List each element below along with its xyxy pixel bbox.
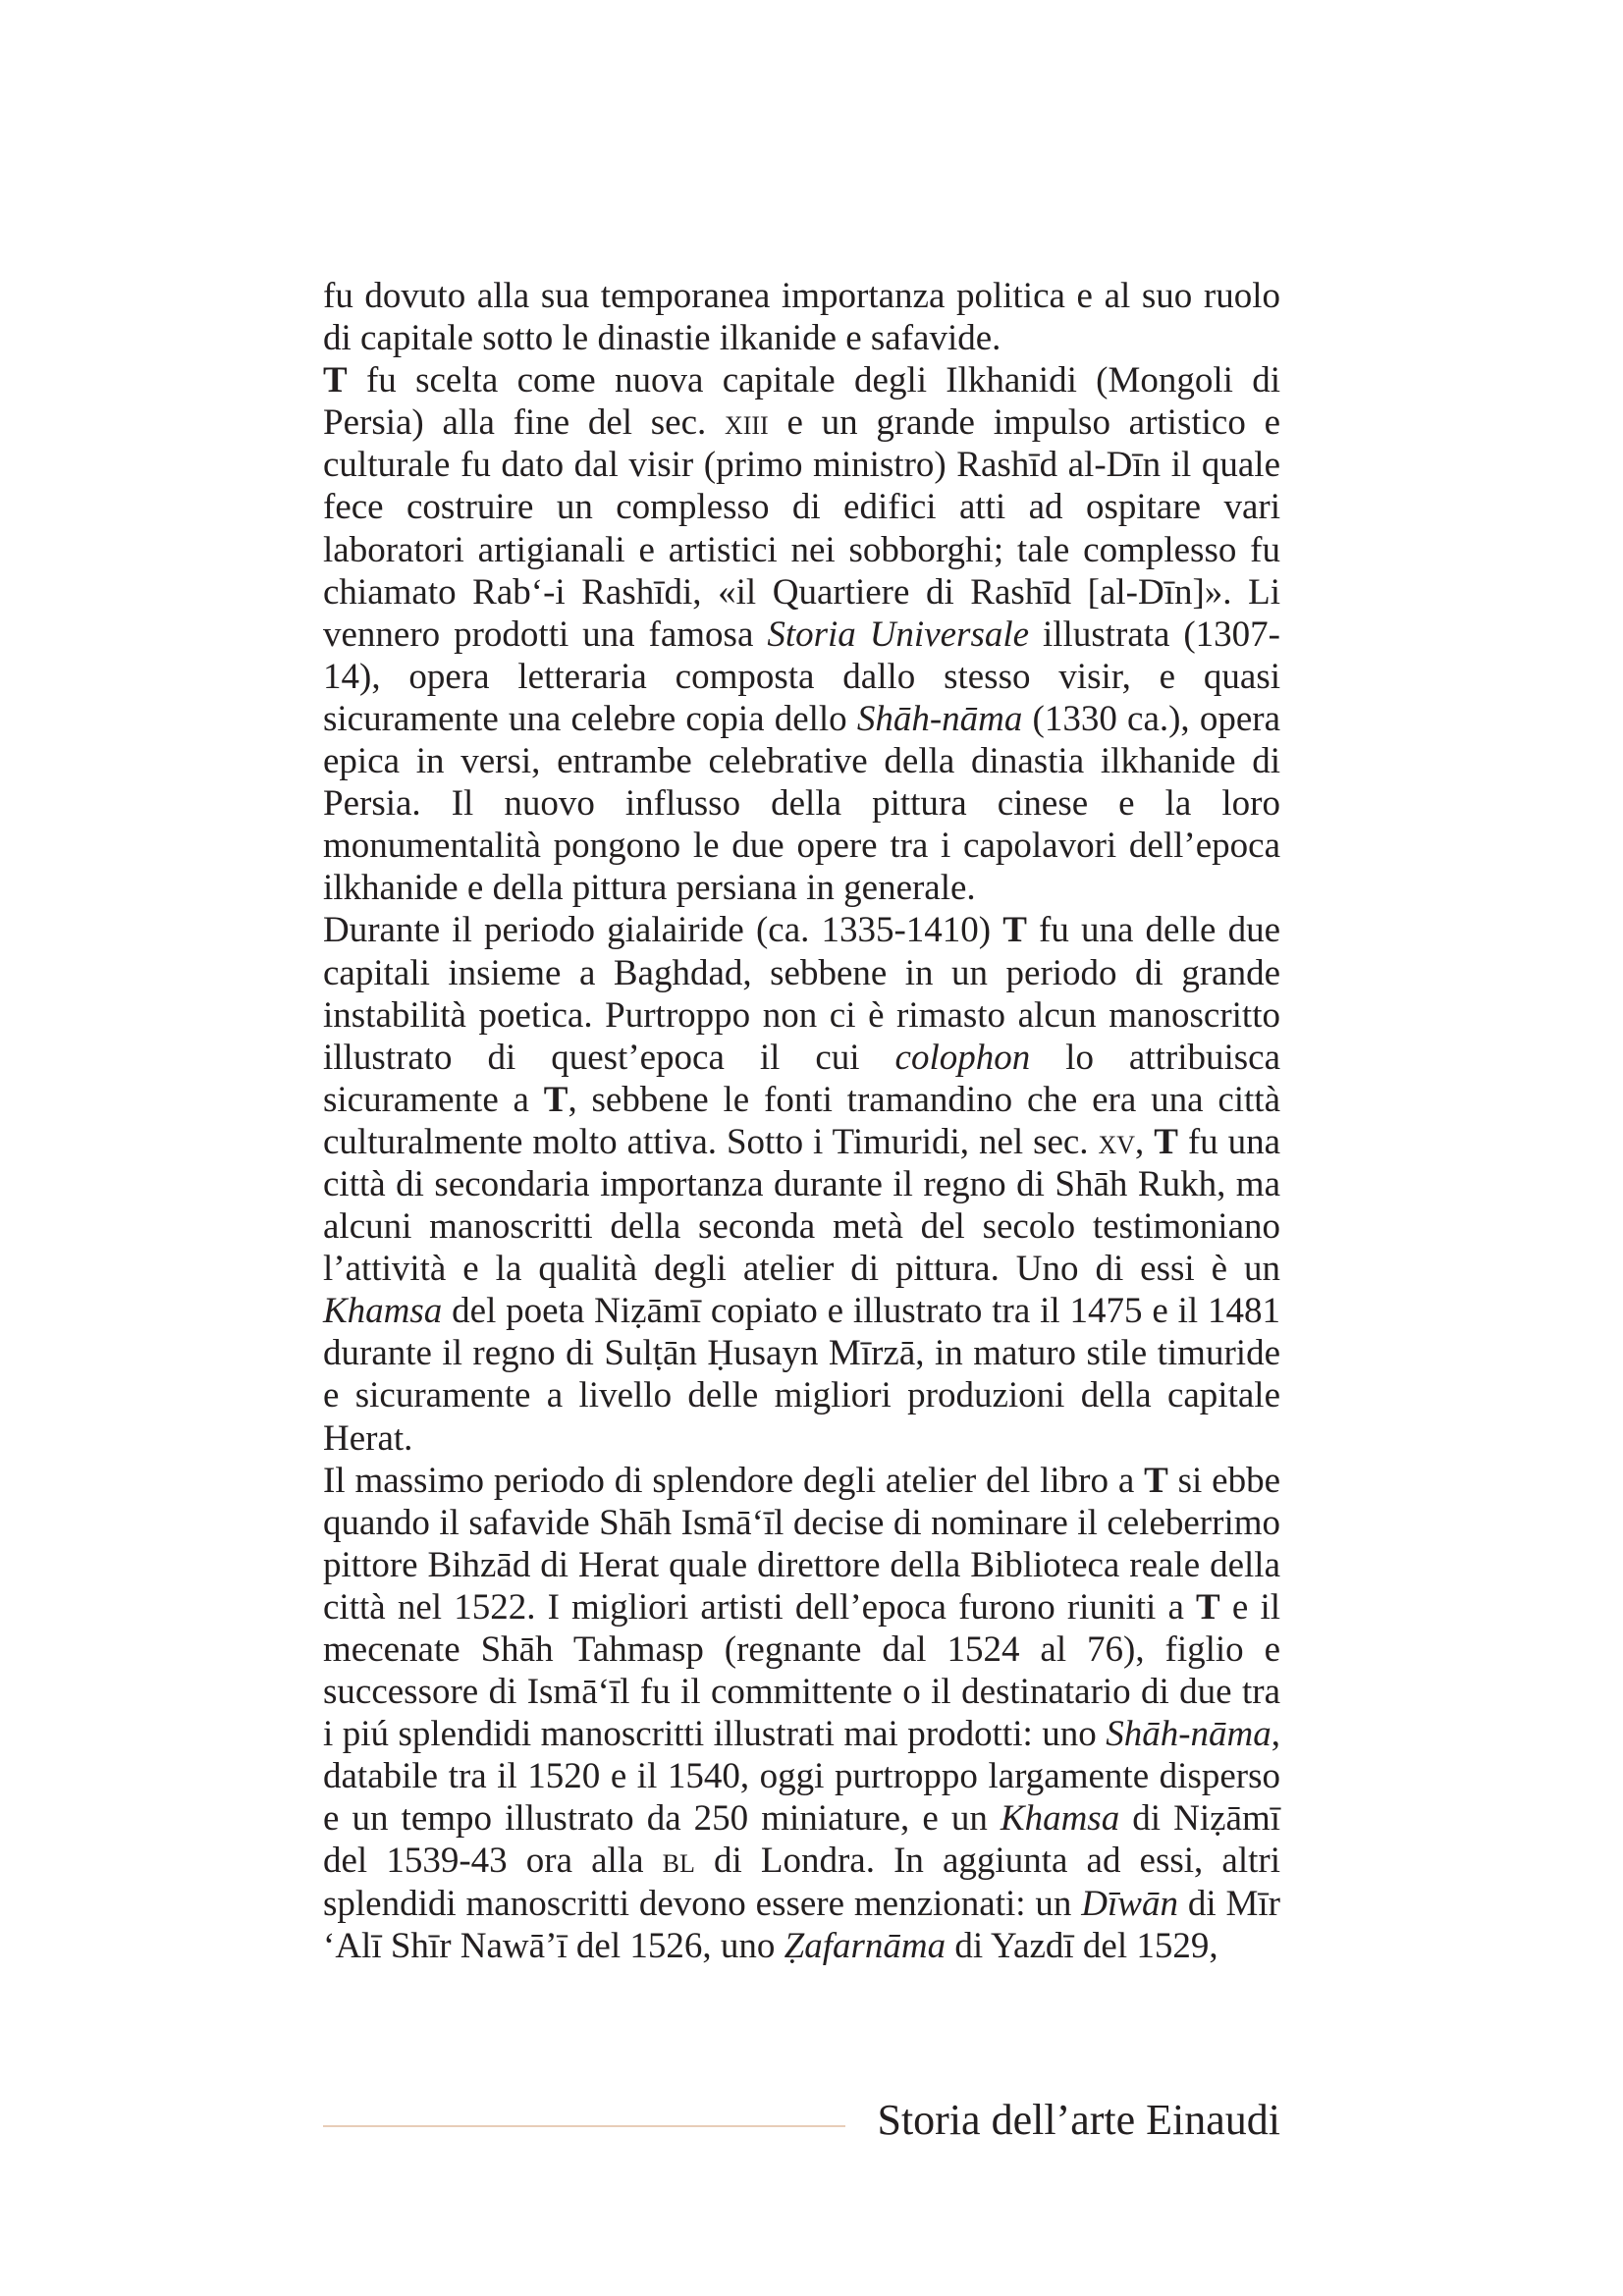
text-segment: , databile tra il 1520 e il 1540, oggi purtroppo largamente disperso e un tempo illustrato da 250 miniature, e un <box>323 1714 1280 1840</box>
text-segment: Durante il periodo gialairide (ca. 1335-1410) <box>323 910 1003 951</box>
paragraph <box>323 1460 1280 1967</box>
paragraph <box>323 909 1280 1459</box>
text-segment: si ebbe quando il safavide Shāh Ismā‘īl decise di nominare il celeberrimo pittore Bihzād di Herat quale direttore della Biblioteca reale della città nel 1522. I migliori artisti dell’epoca furono riuniti a <box>323 1460 1280 1628</box>
text-segment: Shāh-nāma <box>1106 1714 1271 1755</box>
text-segment: , <box>1135 1121 1155 1162</box>
text-segment: xv <box>1098 1121 1136 1162</box>
body-text <box>323 275 1280 1967</box>
text-segment: T <box>1154 1121 1178 1162</box>
text-segment: fu una città di secondaria importanza durante il regno di Shāh Rukh, ma alcuni manoscritti della seconda metà del secolo testimoniano l’attività e la qualità degli atelier di pittura. Uno di essi è un <box>323 1121 1280 1290</box>
text-segment: di Londra. In aggiunta ad essi, altri splendidi manoscritti devono essere menzionati: un <box>323 1841 1281 1924</box>
text-segment: colophon <box>894 1037 1031 1078</box>
footer-title: Storia dell’arte Einaudi <box>877 2096 1280 2144</box>
text-segment: Khamsa <box>323 1291 443 1332</box>
text-segment: di Mīr ‘Alī Shīr Nawā’ī del 1526, uno <box>323 1883 1280 1966</box>
text-segment: T <box>1002 910 1027 951</box>
text-segment: Dīwān <box>1081 1883 1178 1924</box>
page-footer <box>323 2091 1280 2150</box>
text-segment: di Niẓāmī del 1539-43 ora alla <box>323 1798 1281 1882</box>
text-segment: Il massimo periodo di splendore degli atelier del libro a <box>323 1460 1145 1501</box>
text-segment: lo attribuisca sicuramente a <box>323 1037 1280 1120</box>
text-segment: Khamsa <box>1000 1798 1120 1840</box>
text-segment: Ẓafarnāma <box>784 1925 947 1966</box>
text-segment: di Yazdī del 1529, <box>946 1925 1218 1966</box>
text-segment: e un grande impulso artistico e culturale fu dato dal visir (primo ministro) Rashīd al-Dīn il quale fece costruire un complesso di edifici atti ad ospitare vari laboratori artigianali e artistici nei sobborghi; tale complesso fu chiamato Rab‘-i Rashīdi, «il Quartiere di Rashīd [al-Dīn]». Li vennero prodotti una famosa <box>323 402 1280 655</box>
text-segment: Shāh-nāma <box>856 698 1023 739</box>
text-segment: bl <box>662 1841 695 1882</box>
text-segment: T <box>1196 1586 1220 1628</box>
text-segment: T <box>1144 1460 1168 1501</box>
paragraph <box>323 275 1280 359</box>
text-segment: xiii <box>724 402 769 444</box>
text-segment: fu dovuto alla sua temporanea importanza politica e al suo ruolo di capitale sotto le dinastie ilkanide e safavide. <box>323 276 1280 359</box>
text-segment: fu una delle due capitali insieme a Baghdad, sebbene in un periodo di grande instabilità poetica. Purtroppo non ci è rimasto alcun manoscritto illustrato di quest’epoca il cui <box>323 910 1280 1078</box>
text-segment: del poeta Niẓāmī copiato e illustrato tra il 1475 e il 1481 durante il regno di Sulṭān Ḥusayn Mīrzā, in maturo stile timuride e sicuramente a livello delle migliori produzioni della capitale Herat. <box>323 1291 1280 1459</box>
paragraph <box>323 359 1280 909</box>
footer-rule <box>323 2125 845 2127</box>
text-segment: fu scelta come nuova capitale degli Ilkhanidi (Mongoli di Persia) alla fine del sec. <box>323 360 1280 444</box>
text-segment: Storia Universale <box>767 614 1030 655</box>
text-segment: (1330 ca.), opera epica in versi, entrambe celebrative della dinastia ilkhanide di Persia. Il nuovo influsso della pittura cinese e la loro monumentalità pongono le due opere tra i capolavori dell’epoca ilkhanide e della pittura persiana in generale. <box>323 698 1281 909</box>
text-segment: , sebbene le fonti tramandino che era una città culturalmente molto attiva. Sotto i Timuridi, nel sec. <box>323 1079 1281 1162</box>
text-segment: T <box>543 1079 568 1120</box>
text-segment: illustrata (1307-14), opera letteraria composta dallo stesso visir, e quasi sicuramente una celebre copia dello <box>323 614 1281 739</box>
text-segment: e il mecenate Shāh Tahmasp (regnante dal 1524 al 76), figlio e successore di Ismā‘īl fu il committente o il destinatario di due tra i piú splendidi manoscritti illustrati mai prodotti: uno <box>323 1586 1281 1755</box>
text-segment: T <box>323 360 348 401</box>
